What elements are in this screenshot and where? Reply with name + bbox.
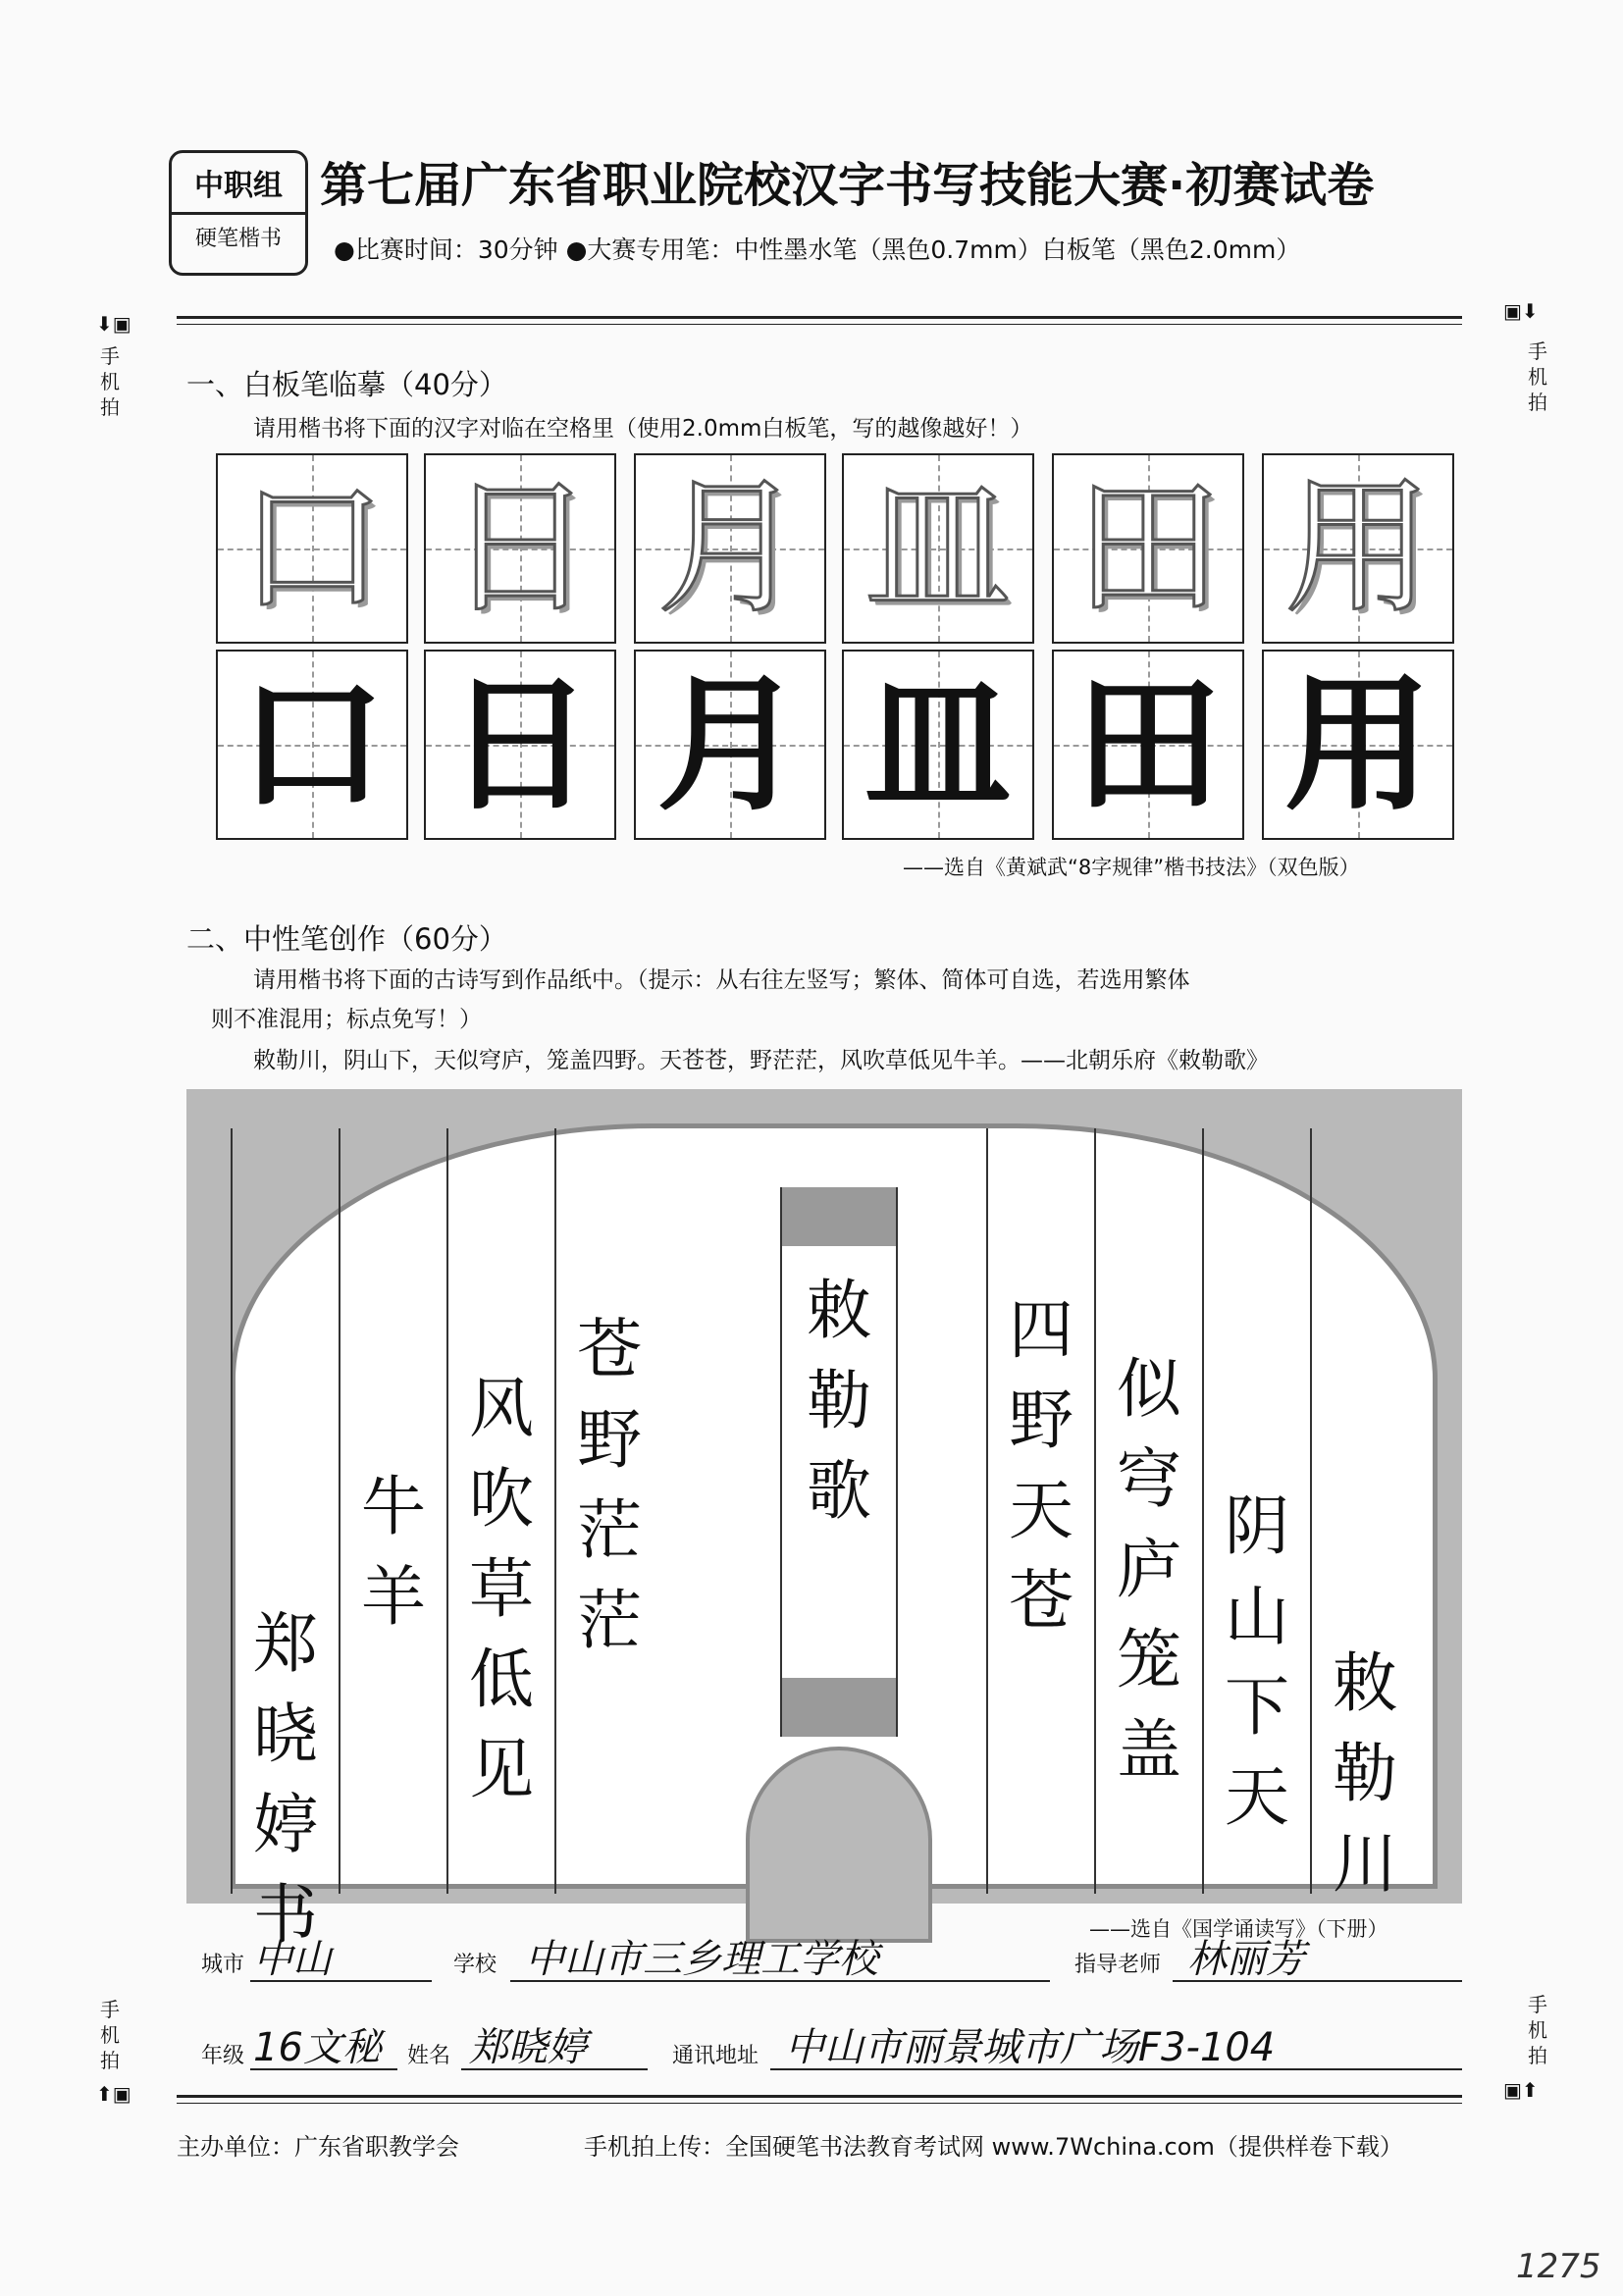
poem-column-text: 敕 勒 川 bbox=[1333, 1645, 1397, 1902]
poem-column bbox=[446, 1128, 554, 1894]
poem-column-text: 阴 山 下 天 bbox=[1225, 1488, 1289, 1835]
model-char: 日 bbox=[445, 463, 594, 634]
name-label: 姓名 bbox=[407, 2044, 451, 2068]
teacher-label: 指导老师 bbox=[1074, 1953, 1162, 1977]
city-label: 城市 bbox=[201, 1953, 245, 1977]
poem-text: 敕勒川，阴山下，天似穹庐，笼盖四野。天苍苍，野茫茫，风吹草低见牛羊。——北朝乐府《敕勒歌》 bbox=[253, 1048, 1269, 1073]
model-char: 皿 bbox=[864, 463, 1012, 634]
model-char-cell bbox=[842, 453, 1034, 644]
copy-char-cell bbox=[634, 650, 826, 840]
grade-label: 年级 bbox=[201, 2044, 245, 2068]
center-title-band bbox=[780, 1187, 898, 1737]
address-field[interactable]: 中山市丽景城市广场F3-104 bbox=[785, 2025, 1276, 2070]
bottom-divider bbox=[177, 2095, 1462, 2098]
section2-heading: 二、中性笔创作（60分） bbox=[186, 922, 507, 956]
camera-icon: ▣⬇ bbox=[1503, 299, 1539, 323]
arch-cutout bbox=[746, 1747, 932, 1943]
copy-char-cell bbox=[424, 650, 616, 840]
copied-char: 用 bbox=[1283, 658, 1432, 831]
page-subtitle: ●比赛时间：30分钟 ●大赛专用笔：中性墨水笔（黑色0.7mm）白板笔（黑色2.0mm） bbox=[334, 235, 1301, 264]
badge-top: 中职组 bbox=[194, 169, 283, 203]
camera-icon: ▣⬆ bbox=[1503, 2078, 1539, 2102]
model-char-cell bbox=[634, 453, 826, 644]
section1-credit: ——选自《黄斌武“8字规律”楷书技法》（双色版） bbox=[903, 856, 1360, 879]
copied-char: 皿 bbox=[864, 658, 1012, 831]
poem-column-text: 苍 野 茫 茫 bbox=[577, 1312, 642, 1658]
side-note-bottom-left: 手机拍 bbox=[100, 1998, 120, 2072]
model-char: 用 bbox=[1283, 463, 1432, 634]
grade-field[interactable]: 16文秘 bbox=[253, 2025, 382, 2070]
model-char-cell bbox=[216, 453, 408, 644]
city-field[interactable]: 中山 bbox=[253, 1937, 332, 1982]
teacher-field[interactable]: 林丽芳 bbox=[1187, 1937, 1305, 1982]
center-title: 敕 勒 歌 bbox=[807, 1273, 871, 1529]
address-label: 通讯地址 bbox=[672, 2044, 759, 2068]
poem-column-text: 四 野 天 苍 bbox=[1009, 1292, 1073, 1639]
copied-char: 日 bbox=[445, 658, 594, 831]
section2-instruction-line2: 则不准混用；标点免写！） bbox=[211, 1007, 482, 1032]
school-field[interactable]: 中山市三乡理工学校 bbox=[525, 1937, 878, 1982]
copy-char-cell bbox=[1262, 650, 1454, 840]
poem-column-text: 牛 羊 bbox=[361, 1469, 426, 1635]
school-label: 学校 bbox=[453, 1953, 497, 1977]
poem-column bbox=[1094, 1128, 1202, 1894]
poem-column bbox=[1310, 1128, 1418, 1902]
page-number: 1275 bbox=[1516, 2247, 1601, 2286]
copied-char: 口 bbox=[237, 658, 386, 831]
section2-credit: ——选自《国学诵读写》（下册） bbox=[1089, 1917, 1388, 1941]
model-char-cell bbox=[1262, 453, 1454, 644]
name-field[interactable]: 郑晓婷 bbox=[469, 2025, 587, 2070]
section2-instruction-line1: 请用楷书将下面的古诗写到作品纸中。（提示：从右往左竖写；繁体、简体可自选，若选用繁体 bbox=[253, 967, 1190, 993]
poem-column-text: 似 穹 庐 笼 盖 bbox=[1117, 1351, 1181, 1788]
upload-text: 手机拍上传：全国硬笔书法教育考试网 www.7Wchina.com（提供样卷下载） bbox=[584, 2133, 1403, 2161]
camera-icon: ⬇▣ bbox=[96, 312, 131, 336]
copied-char: 田 bbox=[1073, 658, 1222, 831]
poem-column-text: 风 吹 草 低 见 bbox=[469, 1371, 534, 1807]
poem-column bbox=[986, 1128, 1094, 1894]
copy-char-cell bbox=[1052, 650, 1244, 840]
top-divider-thin bbox=[177, 324, 1462, 325]
poem-column bbox=[1202, 1128, 1310, 1894]
model-char: 田 bbox=[1073, 463, 1222, 634]
side-note-top-left: 手机拍 bbox=[100, 344, 120, 419]
model-char: 口 bbox=[237, 463, 386, 634]
model-char: 月 bbox=[655, 463, 804, 634]
section1-heading: 一、白板笔临摹（40分） bbox=[186, 368, 507, 401]
copied-char: 月 bbox=[655, 658, 804, 831]
copy-char-cell bbox=[842, 650, 1034, 840]
group-badge bbox=[169, 150, 308, 276]
organizer-text: 主办单位：广东省职教学会 bbox=[177, 2133, 459, 2161]
copy-char-cell bbox=[216, 650, 408, 840]
side-note-top-right: 手机拍 bbox=[1528, 339, 1547, 414]
badge-bottom: 硬笔楷书 bbox=[194, 227, 282, 251]
poem-column bbox=[339, 1128, 446, 1894]
poem-column bbox=[231, 1128, 339, 1953]
page-title: 第七届广东省职业院校汉字书写技能大赛·初赛试卷 bbox=[320, 158, 1375, 213]
model-char-cell bbox=[424, 453, 616, 644]
top-divider bbox=[177, 316, 1462, 319]
bottom-divider-thin bbox=[177, 2103, 1462, 2104]
side-note-bottom-right: 手机拍 bbox=[1528, 1993, 1547, 2067]
poem-column-text: 郑 晓 婷 书 bbox=[253, 1606, 318, 1953]
section1-instruction: 请用楷书将下面的汉字对临在空格里（使用2.0mm白板笔，写的越像越好！） bbox=[253, 416, 1033, 442]
model-char-cell bbox=[1052, 453, 1244, 644]
camera-icon: ⬆▣ bbox=[96, 2082, 131, 2106]
poem-column bbox=[554, 1128, 662, 1894]
